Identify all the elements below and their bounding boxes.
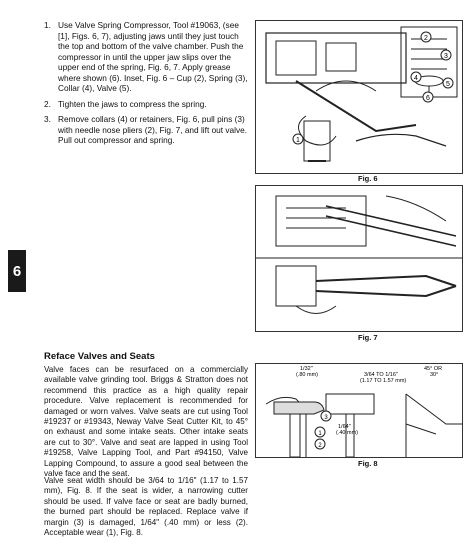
callout-label: 2 [318, 443, 322, 449]
figure-6-caption: Fig. 6 [358, 174, 378, 183]
dim-label: 1/64" [338, 424, 351, 430]
step-text: Remove collars (4) or retainers, Fig. 6, pull pins (3) with needle nose pliers (2), Fig. 7, and lift out valve. Pull out compressor and spring. [58, 114, 248, 145]
dim-label: (1.17 TO 1.57 mm) [360, 378, 407, 384]
figure-8-illustration [255, 363, 463, 458]
dim-label: 1/32" [300, 366, 313, 372]
step-number: 1. [44, 20, 51, 30]
step-text: Use Valve Spring Compressor, Tool #19063, (see [1], Figs. 6, 7), adjusting jaws until they just touch the top and bottom of the valve chamber. Push the compressor in until the upper jaw slips over the upper end of the spring, Fig. 6, 7. Apply grease where shown (6). Inset, Fig. 6 – Cup (2), Spring (3), Collar (4), Valve (5). [58, 20, 248, 93]
callout-label: 4 [414, 75, 418, 82]
dim-label: 3/64 TO 1/16" [364, 372, 398, 378]
callout-label: 2 [424, 35, 428, 42]
dim-label: (.40 mm) [336, 430, 358, 436]
figure-8-caption: Fig. 8 [358, 459, 378, 468]
callout-label: 1 [318, 431, 322, 437]
callout-label: 6 [426, 95, 430, 102]
figure-7-illustration [255, 185, 463, 332]
step-text: Tighten the jaws to compress the spring. [58, 98, 207, 109]
angle-label: 30° [430, 372, 439, 378]
section-tab: 6 [8, 250, 26, 292]
body-paragraph: Valve seat width should be 3/64 to 1/16" (1.17 to 1.57 mm), Fig. 8. If the seat is wider, a narrowing cutter should be used. If valve face or seat are badly burned, the burned part should be replaced. Replace valve if margin (3) is damaged, 1/64" (.40 mm) or less (2). Acceptable wear (1), Fig. 8. [44, 476, 248, 538]
angle-label: 45° OR [424, 366, 443, 372]
step-number: 2. [44, 98, 51, 109]
dim-label: (.80 mm) [296, 372, 318, 378]
step-number: 3. [44, 114, 51, 124]
step-item [44, 20, 252, 94]
body-paragraph: Valve faces can be resurfaced on a commercially available valve grinding tool. Briggs & Stratton does not recommend this practice as a high quality repair procedure. Valve replacement is recommended for damaged or worn valves. Valve seats are cut using Tool #19237 or #19343, Neway Valve Seat Cutter Kit, to 45° on exhaust and some intake seats. Other intake seats are cut to 30°. Valve and seat are lapped in using Tool #19258, Valve Lapping Tool, and Part #94150, Valve Lapping Compound, to assure a good seal between the valve face and the seat. [44, 365, 248, 479]
section-title: Reface Valves and Seats [44, 351, 155, 362]
callout-label: 5 [446, 81, 450, 88]
figure-6-illustration [255, 20, 463, 174]
figure-7-caption: Fig. 7 [358, 333, 378, 342]
callout-label: 3 [444, 53, 448, 60]
step-item [44, 99, 252, 110]
callout-label: 1 [296, 137, 300, 144]
procedure-steps [44, 20, 252, 151]
callout-label: 3 [324, 415, 328, 421]
step-item [44, 114, 252, 146]
